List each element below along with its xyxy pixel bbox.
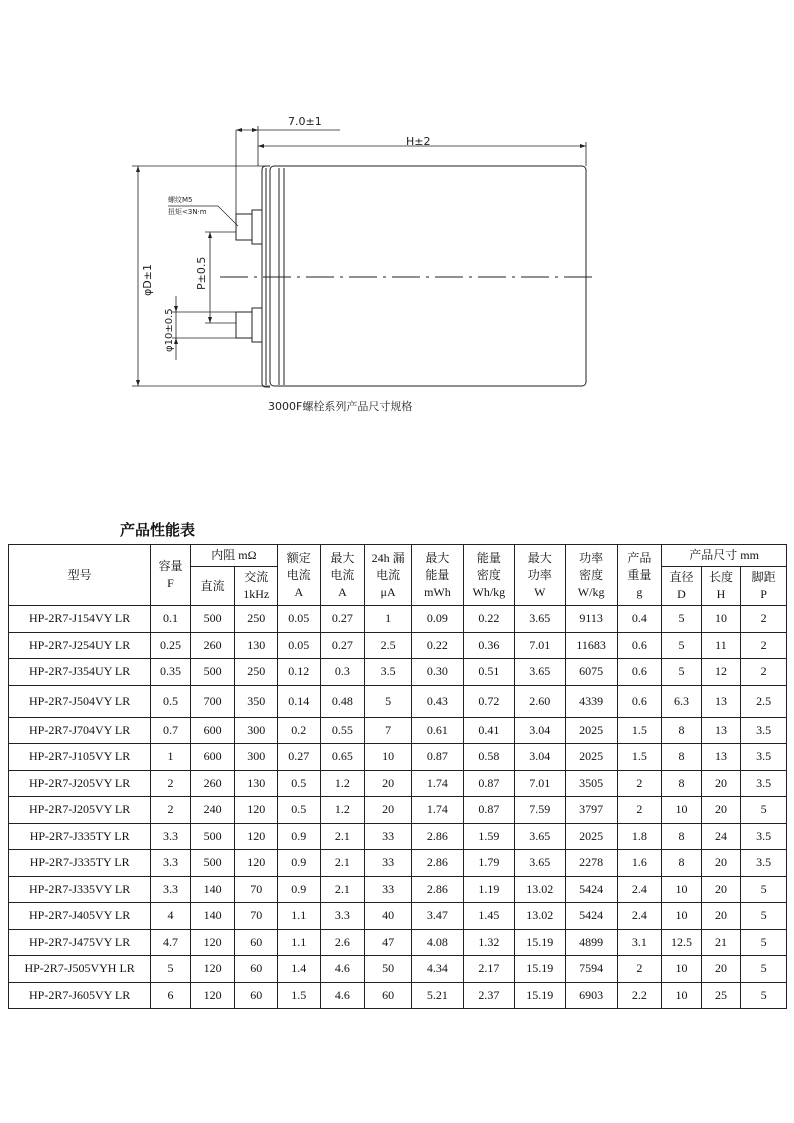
table-cell: 4.6: [320, 956, 365, 983]
terminal-bottom: [236, 312, 252, 338]
table-cell: 4339: [565, 685, 617, 717]
table-cell: 3.1: [617, 929, 662, 956]
table-cell: 0.25: [151, 632, 190, 659]
cell-model: HP-2R7-J704VY LR: [9, 717, 151, 744]
table-cell: 2.4: [617, 876, 662, 903]
table-cell: 8: [662, 717, 701, 744]
table-row: [9, 606, 787, 633]
table-cell: 0.5: [278, 770, 321, 797]
table-cell: 10: [662, 982, 701, 1009]
table-cell: 5: [741, 929, 787, 956]
table-cell: 2.17: [463, 956, 514, 983]
cell-model: HP-2R7-J335TY LR: [9, 823, 151, 850]
cell-model: HP-2R7-J605VY LR: [9, 982, 151, 1009]
table-cell: 2025: [565, 823, 617, 850]
table-cell: 50: [365, 956, 412, 983]
table-cell: 1.4: [278, 956, 321, 983]
table-cell: 1.74: [411, 770, 463, 797]
table-cell: 0.55: [320, 717, 365, 744]
table-title: 产品性能表: [120, 521, 196, 539]
table-cell: 130: [235, 770, 278, 797]
table-cell: 2: [617, 956, 662, 983]
table-cell: 3.3: [320, 903, 365, 930]
table-cell: 1.59: [463, 823, 514, 850]
table-cell: 3797: [565, 797, 617, 824]
table-cell: 15.19: [514, 929, 565, 956]
table-cell: 6.3: [662, 685, 701, 717]
table-cell: 5: [741, 876, 787, 903]
table-cell: 0.41: [463, 717, 514, 744]
table-cell: 2: [617, 797, 662, 824]
table-cell: 260: [190, 632, 235, 659]
table-cell: 3.65: [514, 823, 565, 850]
table-cell: 20: [365, 770, 412, 797]
header-esr-dc: 直流: [190, 567, 235, 606]
table-cell: 2.5: [365, 632, 412, 659]
table-cell: 10: [662, 876, 701, 903]
cell-model: HP-2R7-J505VYH LR: [9, 956, 151, 983]
table-cell: 4.34: [411, 956, 463, 983]
table-cell: 4.7: [151, 929, 190, 956]
table-cell: 10: [365, 744, 412, 771]
table-cell: 3.5: [741, 744, 787, 771]
cell-model: HP-2R7-J205VY LR: [9, 797, 151, 824]
table-row: [9, 850, 787, 877]
table-cell: 130: [235, 632, 278, 659]
table-cell: 6903: [565, 982, 617, 1009]
table-cell: 60: [235, 929, 278, 956]
table-cell: 20: [701, 850, 740, 877]
header-rated-current: 额定 电流 A: [278, 545, 321, 606]
table-cell: 8: [662, 823, 701, 850]
table-cell: 7: [365, 717, 412, 744]
terminal-top: [236, 214, 252, 240]
table-cell: 10: [662, 903, 701, 930]
table-cell: 60: [365, 982, 412, 1009]
header-power-density: 功率 密度 W/kg: [565, 545, 617, 606]
table-cell: 1: [151, 744, 190, 771]
table-cell: 240: [190, 797, 235, 824]
dim-pitch-label: P±0.5: [195, 256, 208, 290]
table-cell: 1.2: [320, 770, 365, 797]
table-cell: 10: [662, 797, 701, 824]
table-row: [9, 956, 787, 983]
table-cell: 2.4: [617, 903, 662, 930]
table-cell: 0.35: [151, 659, 190, 686]
table-cell: 15.19: [514, 982, 565, 1009]
table-cell: 5: [662, 659, 701, 686]
table-cell: 1.5: [617, 744, 662, 771]
table-cell: 500: [190, 823, 235, 850]
table-cell: 0.7: [151, 717, 190, 744]
table-cell: 60: [235, 982, 278, 1009]
table-cell: 3.3: [151, 823, 190, 850]
table-cell: 0.12: [278, 659, 321, 686]
table-cell: 11683: [565, 632, 617, 659]
table-cell: 0.22: [463, 606, 514, 633]
table-cell: 0.6: [617, 659, 662, 686]
capacitor-body: [270, 166, 586, 386]
table-cell: 5: [365, 685, 412, 717]
table-cell: 120: [235, 797, 278, 824]
table-cell: 1.74: [411, 797, 463, 824]
table-cell: 2.5: [741, 685, 787, 717]
table-cell: 7594: [565, 956, 617, 983]
table-cell: 60: [235, 956, 278, 983]
header-energy-density: 能量 密度 Wh/kg: [463, 545, 514, 606]
table-cell: 3.5: [741, 850, 787, 877]
table-cell: 5: [741, 956, 787, 983]
table-row: [9, 876, 787, 903]
table-row: [9, 770, 787, 797]
table-cell: 20: [701, 876, 740, 903]
table-cell: 6: [151, 982, 190, 1009]
table-cell: 9113: [565, 606, 617, 633]
table-cell: 0.87: [463, 797, 514, 824]
cell-model: HP-2R7-J475VY LR: [9, 929, 151, 956]
table-cell: 3.04: [514, 744, 565, 771]
dim-diameter-label: φD±1: [141, 264, 154, 296]
table-cell: 0.22: [411, 632, 463, 659]
table-row: [9, 717, 787, 744]
table-cell: 0.6: [617, 632, 662, 659]
table-cell: 6075: [565, 659, 617, 686]
cell-model: HP-2R7-J335VY LR: [9, 876, 151, 903]
table-cell: 260: [190, 770, 235, 797]
table-cell: 0.09: [411, 606, 463, 633]
table-cell: 7.01: [514, 770, 565, 797]
table-cell: 1.5: [278, 982, 321, 1009]
table-cell: 140: [190, 876, 235, 903]
header-pitch: 脚距 P: [741, 567, 787, 606]
table-cell: 1.79: [463, 850, 514, 877]
table-cell: 33: [365, 850, 412, 877]
table-cell: 0.14: [278, 685, 321, 717]
table-cell: 350: [235, 685, 278, 717]
table-cell: 4.08: [411, 929, 463, 956]
table-cell: 3.5: [741, 823, 787, 850]
table-cell: 1.32: [463, 929, 514, 956]
table-cell: 15.19: [514, 956, 565, 983]
table-cell: 2.86: [411, 850, 463, 877]
table-cell: 2: [151, 770, 190, 797]
header-esr-group: 内阻 mΩ: [190, 545, 277, 567]
table-cell: 600: [190, 717, 235, 744]
table-cell: 120: [190, 929, 235, 956]
table-cell: 11: [701, 632, 740, 659]
table-cell: 70: [235, 876, 278, 903]
table-cell: 2.2: [617, 982, 662, 1009]
table-cell: 3.04: [514, 717, 565, 744]
table-cell: 7.01: [514, 632, 565, 659]
table-cell: 500: [190, 606, 235, 633]
cell-model: HP-2R7-J205VY LR: [9, 770, 151, 797]
table-cell: 20: [701, 770, 740, 797]
header-max-current: 最大 电流 A: [320, 545, 365, 606]
table-row: [9, 685, 787, 717]
table-cell: 0.72: [463, 685, 514, 717]
table-cell: 1: [365, 606, 412, 633]
table-cell: 3.5: [741, 770, 787, 797]
cell-model: HP-2R7-J335TY LR: [9, 850, 151, 877]
table-cell: 0.27: [320, 606, 365, 633]
table-cell: 5424: [565, 903, 617, 930]
table-cell: 0.9: [278, 850, 321, 877]
header-capacity: 容量 F: [151, 545, 190, 606]
table-cell: 0.65: [320, 744, 365, 771]
table-cell: 3.47: [411, 903, 463, 930]
table-cell: 3.5: [741, 717, 787, 744]
table-cell: 600: [190, 744, 235, 771]
drawing-caption: 3000F螺栓系列产品尺寸规格: [268, 400, 413, 413]
table-cell: 7.59: [514, 797, 565, 824]
table-cell: 47: [365, 929, 412, 956]
table-cell: 5.21: [411, 982, 463, 1009]
header-esr-ac: 交流 1kHz: [235, 567, 278, 606]
table-cell: 1.8: [617, 823, 662, 850]
table-cell: 0.05: [278, 606, 321, 633]
table-cell: 250: [235, 659, 278, 686]
table-cell: 33: [365, 876, 412, 903]
table-row: [9, 823, 787, 850]
product-performance-table: [8, 544, 787, 1009]
cell-model: HP-2R7-J354UY LR: [9, 659, 151, 686]
table-cell: 1.2: [320, 797, 365, 824]
table-cell: 0.4: [617, 606, 662, 633]
table-cell: 13: [701, 717, 740, 744]
table-cell: 0.5: [278, 797, 321, 824]
table-cell: 2: [617, 770, 662, 797]
table-cell: 5: [662, 606, 701, 633]
table-cell: 3505: [565, 770, 617, 797]
table-cell: 13: [701, 744, 740, 771]
table-cell: 0.6: [617, 685, 662, 717]
cell-model: HP-2R7-J105VY LR: [9, 744, 151, 771]
dim-terminal-label: φ10±0.5: [164, 308, 175, 352]
table-cell: 140: [190, 903, 235, 930]
table-cell: 20: [701, 903, 740, 930]
table-cell: 3.65: [514, 850, 565, 877]
table-cell: 1.5: [617, 717, 662, 744]
header-length: 长度 H: [701, 567, 740, 606]
table-cell: 2025: [565, 717, 617, 744]
table-cell: 300: [235, 744, 278, 771]
table-row: [9, 797, 787, 824]
table-cell: 2.1: [320, 850, 365, 877]
table-cell: 5: [741, 797, 787, 824]
table-body: [9, 606, 787, 1009]
table-cell: 20: [701, 797, 740, 824]
table-cell: 500: [190, 850, 235, 877]
table-cell: 300: [235, 717, 278, 744]
table-cell: 3.65: [514, 659, 565, 686]
table-cell: 0.30: [411, 659, 463, 686]
table-cell: 2.60: [514, 685, 565, 717]
table-cell: 3.65: [514, 606, 565, 633]
table-cell: 2.1: [320, 876, 365, 903]
table-cell: 5: [741, 903, 787, 930]
table-cell: 20: [365, 797, 412, 824]
table-row: [9, 929, 787, 956]
table-row: [9, 903, 787, 930]
table-cell: 0.2: [278, 717, 321, 744]
header-max-power: 最大 功率 W: [514, 545, 565, 606]
table-cell: 0.61: [411, 717, 463, 744]
table-cell: 0.43: [411, 685, 463, 717]
table-cell: 0.87: [463, 770, 514, 797]
table-cell: 8: [662, 850, 701, 877]
table-cell: 13: [701, 685, 740, 717]
table-cell: 3.3: [151, 876, 190, 903]
table-cell: 8: [662, 770, 701, 797]
cell-model: HP-2R7-J254UY LR: [9, 632, 151, 659]
table-cell: 10: [662, 956, 701, 983]
cell-model: HP-2R7-J504VY LR: [9, 685, 151, 717]
table-cell: 0.27: [278, 744, 321, 771]
cell-model: HP-2R7-J405VY LR: [9, 903, 151, 930]
table-row: [9, 659, 787, 686]
table-cell: 0.27: [320, 632, 365, 659]
table-cell: 0.48: [320, 685, 365, 717]
table-cell: 0.51: [463, 659, 514, 686]
table-cell: 24: [701, 823, 740, 850]
header-weight: 产品 重量 g: [617, 545, 662, 606]
dim-length-label: H±2: [406, 135, 431, 148]
table-cell: 0.05: [278, 632, 321, 659]
table-cell: 5424: [565, 876, 617, 903]
table-cell: 4.6: [320, 982, 365, 1009]
table-cell: 0.36: [463, 632, 514, 659]
capacitor-dimension-drawing: [0, 0, 794, 440]
table-cell: 13.02: [514, 903, 565, 930]
header-max-energy: 最大 能量 mWh: [411, 545, 463, 606]
table-cell: 25: [701, 982, 740, 1009]
table-cell: 1.1: [278, 929, 321, 956]
table-cell: 12.5: [662, 929, 701, 956]
table-cell: 5: [662, 632, 701, 659]
table-cell: 2.37: [463, 982, 514, 1009]
dim-top-label: 7.0±1: [288, 115, 322, 128]
table-cell: 70: [235, 903, 278, 930]
table-cell: 120: [235, 850, 278, 877]
table-cell: 700: [190, 685, 235, 717]
table-cell: 250: [235, 606, 278, 633]
table-row: [9, 982, 787, 1009]
table-cell: 5: [741, 982, 787, 1009]
table-cell: 3.3: [151, 850, 190, 877]
table-cell: 13.02: [514, 876, 565, 903]
table-cell: 0.3: [320, 659, 365, 686]
table-cell: 0.5: [151, 685, 190, 717]
note-torque: 扭矩<3N·m: [168, 208, 207, 216]
table-row: [9, 744, 787, 771]
table-cell: 12: [701, 659, 740, 686]
header-diameter: 直径 D: [662, 567, 701, 606]
table-cell: 4: [151, 903, 190, 930]
table-cell: 120: [235, 823, 278, 850]
table-cell: 2.86: [411, 823, 463, 850]
table-cell: 1.1: [278, 903, 321, 930]
table-cell: 2: [741, 659, 787, 686]
table-cell: 21: [701, 929, 740, 956]
table-cell: 3.5: [365, 659, 412, 686]
table-cell: 20: [701, 956, 740, 983]
table-cell: 0.58: [463, 744, 514, 771]
table-cell: 2: [151, 797, 190, 824]
table-cell: 120: [190, 982, 235, 1009]
header-leakage: 24h 漏 电流 μA: [365, 545, 412, 606]
table-cell: 2: [741, 606, 787, 633]
header-size-group: 产品尺寸 mm: [662, 545, 787, 567]
cell-model: HP-2R7-J154VY LR: [9, 606, 151, 633]
table-cell: 10: [701, 606, 740, 633]
table-cell: 2.6: [320, 929, 365, 956]
table-cell: 2.1: [320, 823, 365, 850]
table-cell: 2025: [565, 744, 617, 771]
table-cell: 4899: [565, 929, 617, 956]
table-cell: 1.45: [463, 903, 514, 930]
table-cell: 8: [662, 744, 701, 771]
table-cell: 0.9: [278, 823, 321, 850]
table-cell: 0.9: [278, 876, 321, 903]
table-cell: 40: [365, 903, 412, 930]
table-cell: 0.1: [151, 606, 190, 633]
table-cell: 1.6: [617, 850, 662, 877]
table-row: [9, 632, 787, 659]
table-cell: 0.87: [411, 744, 463, 771]
table-cell: 33: [365, 823, 412, 850]
table-cell: 500: [190, 659, 235, 686]
table-cell: 2278: [565, 850, 617, 877]
table-cell: 5: [151, 956, 190, 983]
table-cell: 1.19: [463, 876, 514, 903]
note-thread: 螺纹M5: [168, 196, 193, 204]
table-cell: 2: [741, 632, 787, 659]
table-cell: 120: [190, 956, 235, 983]
table-cell: 2.86: [411, 876, 463, 903]
header-model: 型号: [9, 545, 151, 606]
